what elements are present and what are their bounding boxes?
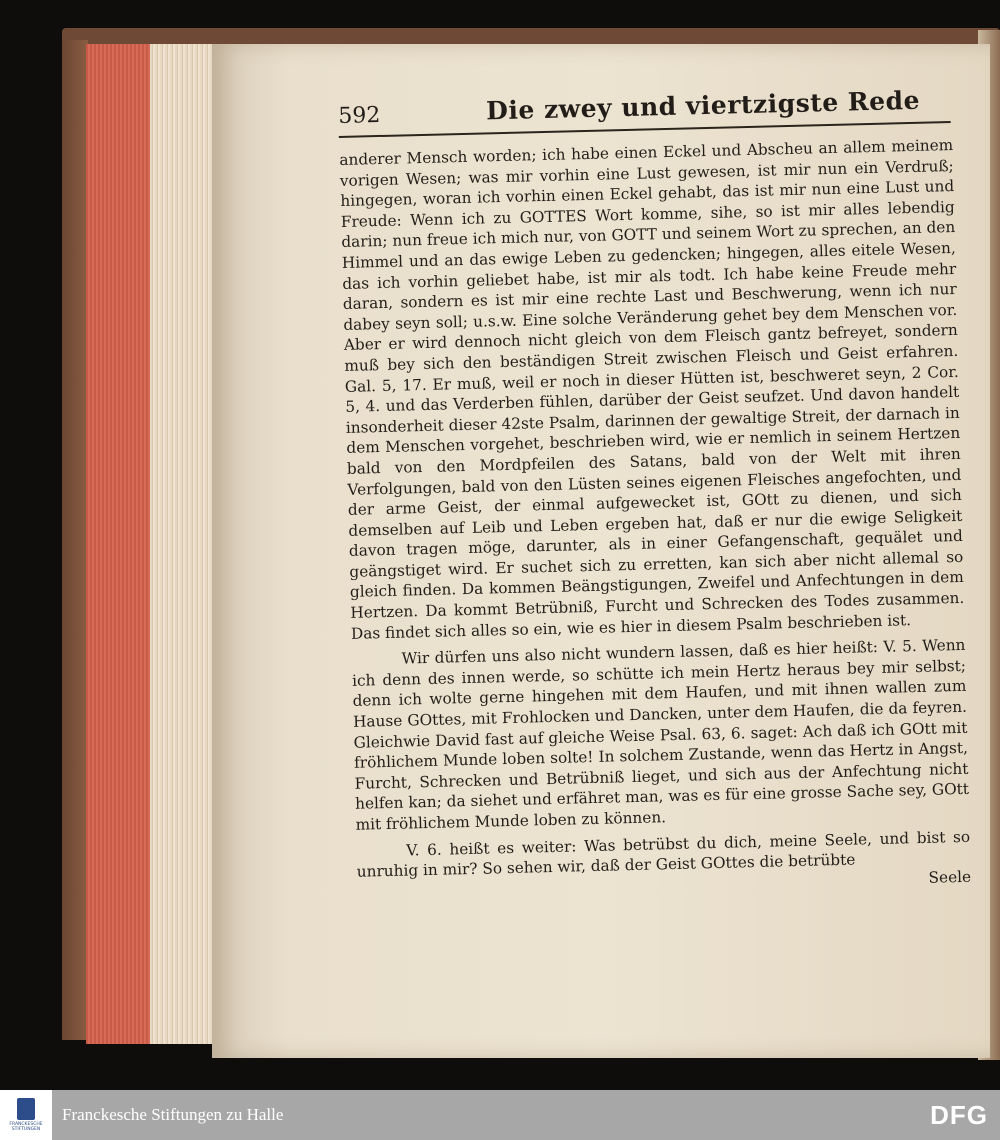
running-head: Die zwey und viertzigste Rede [485,85,921,126]
institution-name[interactable]: Franckesche Stiftungen zu Halle [62,1105,284,1124]
paragraph-3: V. 6. heißt es weiter: Was betrübst du dich, meine Seele, und bist so unruhig in mir? So sehen wir, daß der Geist GOttes die betrübte [356,827,971,881]
page-text-block [338,85,972,944]
page-edges-cream [150,44,214,1044]
header-rule [339,121,951,138]
paragraph-1: anderer Mensch worden; ich habe einen Eckel und Abscheu an allem meinem vorigen Wesen; was mir vorhin eine Lust gewesen, ist mir nun ein Verdruß; hingegen, woran ich vorhin einen Eckel gehabt, das ist mir nun eine Lust und Freude: Wenn ich zu GOTTES Wort komme, sihe, so ist mir alles lebendig darin; nun freue ich mich nur, von GOTT und seinem Wort zu sprechen, an den Himmel und an das ewige Leben zu gedencken; hingegen, alles eitele Wesen, das ich vorhin geliebet habe, ist mir als todt. Ich habe keine Freude mehr daran, sondern es ist mir eine rechte Last und Beschwerung, wenn ich nur dabey seyn soll; u.s.w. Eine solche Veränderung gehet bey dem Menschen vor. Aber er wird dennoch nicht gleich von dem Fleisch gantz befreyet, sondern muß bey sich den beständigen Streit zwischen Fleisch und Geist erfahren. Gal. 5, 17. Er muß, weil er noch in dieser Hütten ist, beschweret seyn, 2 Cor. 5, 4. und das Verderben fühlen, darüber der Geist seufzet. Und davon handelt insonderheit dieser 42ste Psalm, darinnen der gewaltige Streit, der darnach in dem Menschen vorgehet, beschrieben wird, wie er nemlich in seinem Hertzen bald von den Mordpfeilen des Satans, bald von der Welt mit ihren Verfolgungen, bald von den Lüsten seines eigenen Fleisches angefochten, und der arme Geist, der einmal aufgewecket ist, GOtt zu dienen, und sich demselben auf Leib und Leben ergeben hat, daß er nur die ewige Seligkeit davon tragen möge, darunter, als in einer Gefangenschaft, gequälet und geängstiget wird. Er suchet sich zu erretten, kan sich aber nicht allemal so gleich finden. Da kommen Beängstigungen, Zweifel und Anfechtungen in dem Hertzen. Da kommt Betrübniß, Furcht und Schrecken des Todes zusammen. Das findet sich alles so ein, wie es hier in diesem Psalm beschrieben ist. [339,135,965,643]
page-number: 592 [338,102,381,129]
institution-logo-text: FRANCKESCHE STIFTUNGEN [9,1122,43,1132]
paragraph-2: Wir dürfen uns also nicht wundern lassen, daß es hier heißt: V. 5. Wenn ich denn des innen werde, so schütte ich mein Hertz heraus bey mir selbst; denn ich wolte gerne hingehen mit dem Haufen, und mit ihnen wallen zum Hause GOttes, mit Frohlocken und Dancken, unter dem Haufen, die da feyren. Gleichwie David fast auf gleiche Weise Psal. 63, 6. saget: Ach daß ich GOtt mit fröhlichem Munde loben solte! In solchem Zustande, wenn das Hertz in Angst, Furcht, Schrecken und Betrübniß lieget, und sich aus der Anfechtung nicht helfen kan; da siehet und erfähret man, was es für eine grosse Sache sey, GOtt mit fröhlichem Munde loben zu können. [351,636,970,834]
viewer-footer [0,1090,1000,1140]
dfg-logo[interactable]: DFG [930,1100,988,1130]
catchword: Seele [928,867,972,887]
institution-logo-icon [17,1098,35,1120]
book-cover-left [62,40,88,1040]
institution-logo[interactable] [0,1090,52,1140]
page-edges-red [86,44,156,1044]
